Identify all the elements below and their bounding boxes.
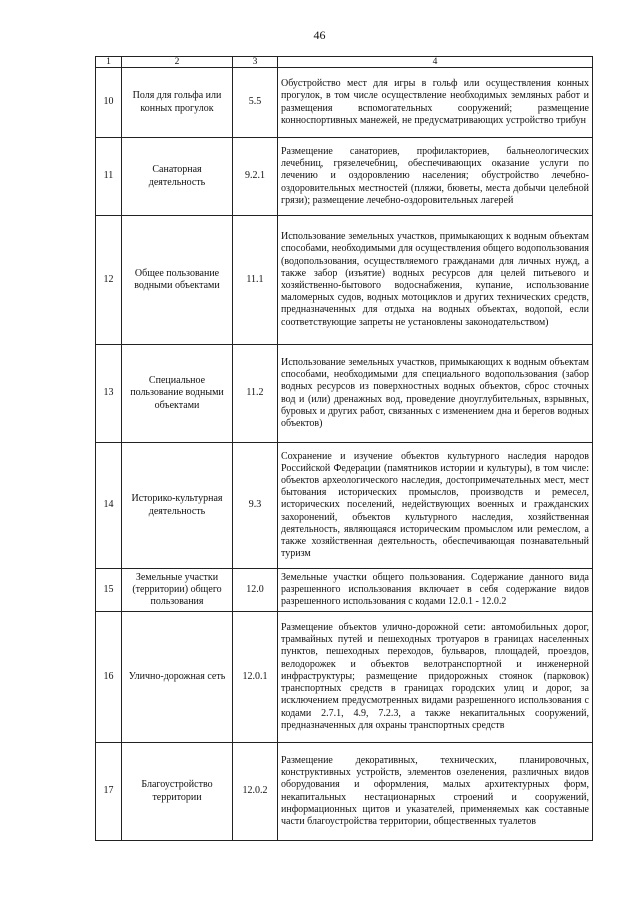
page-number: 46: [313, 28, 326, 42]
use-type-name: Общее пользование водными объектами: [122, 216, 233, 345]
use-type-description: Размещение санаториев, профилакториев, бальнеологических лечебниц, грязелечебниц, обеспечивающих оказание услуги по лечению и оздоровлению населения; обустройство лечебно-оздоровительных местностей (пляжи, бюветы, места добычи целебной грязи); размещение лечебно-оздоровительных лагерей: [278, 138, 593, 216]
use-type-code: 11.2: [233, 345, 278, 443]
row-number: 17: [96, 743, 122, 841]
use-type-code: 5.5: [233, 68, 278, 138]
use-type-description: Использование земельных участков, примыкающих к водным объектам способами, необходимыми для осуществления общего водопользования (водопользования, осуществляемого гражданами для личных нужд, а также забор (изъятие) водных ресурсов для целей питьевого и хозяйственно-бытового водоснабжения, купание, использование маломерных судов, водных мотоциклов и других технических средств, предназначенных для отдыха на водных объектах, водопой, если соответствующие запреты не установлены законодательством): [278, 216, 593, 345]
use-type-name: Санаторная деятельность: [122, 138, 233, 216]
use-type-code: 11.1: [233, 216, 278, 345]
use-type-code: 12.0.2: [233, 743, 278, 841]
use-type-description: Использование земельных участков, примыкающих к водным объектам способами, необходимыми для специального водопользования (забор водных ресурсов из поверхностных водных объектов, сброс сточных вод и (или) дренажных вод, проведение дноуглубительных, взрывных, буровых и других работ, связанных с изменением дна и берегов водных объектов): [278, 345, 593, 443]
use-type-name: Историко-культурная деятельность: [122, 443, 233, 569]
row-number: 12: [96, 216, 122, 345]
land-use-table: [95, 56, 593, 841]
header-row: [96, 57, 593, 68]
table-row: [96, 68, 593, 138]
row-number: 13: [96, 345, 122, 443]
table-header: [96, 57, 593, 68]
row-number: 10: [96, 68, 122, 138]
table-row: [96, 216, 593, 345]
row-number: 11: [96, 138, 122, 216]
table-row: [96, 612, 593, 743]
use-type-name: Благоустройство территории: [122, 743, 233, 841]
use-type-name: Земельные участки (территории) общего пользования: [122, 569, 233, 612]
use-type-code: 12.0.1: [233, 612, 278, 743]
use-type-code: 9.3: [233, 443, 278, 569]
header-col-2: 2: [122, 57, 233, 68]
use-type-code: 9.2.1: [233, 138, 278, 216]
table-row: [96, 569, 593, 612]
row-number: 14: [96, 443, 122, 569]
table-row: [96, 443, 593, 569]
use-type-description: Сохранение и изучение объектов культурного наследия народов Российской Федерации (памятников истории и культуры), в том числе: объектов археологического наследия, достопримечательных мест, мест бытования исторических промыслов, производств и ремесел, исторических поселений, недействующих военных и гражданских захоронений, объектов культурного наследия, хозяйственная деятельность, являющаяся историческим промыслом или ремеслом, а также хозяйственная деятельность, обеспечивающая познавательный туризм: [278, 443, 593, 569]
use-type-name: Специальное пользование водными объектами: [122, 345, 233, 443]
table-row: [96, 138, 593, 216]
header-col-1: 1: [96, 57, 122, 68]
table-row: [96, 743, 593, 841]
use-type-description: Земельные участки общего пользования. Содержание данного вида разрешенного использования включает в себя содержание видов разрешенного использования с кодами 12.0.1 - 12.0.2: [278, 569, 593, 612]
use-type-name: Улично-дорожная сеть: [122, 612, 233, 743]
use-type-code: 12.0: [233, 569, 278, 612]
use-type-description: Размещение объектов улично-дорожной сети: автомобильных дорог, трамвайных путей и пешеходных тротуаров в границах населенных пунктов, пешеходных переходов, бульваров, площадей, проездов, велодорожек и объектов велотранспортной и инженерной инфраструктуры; размещение придорожных стоянок (парковок) транспортных средств в границах городских улиц и дорог, за исключением предусмотренных видами разрешенного использования с кодами 2.7.1, 4.9, 7.2.3, а также некапитальных сооружений, предназначенных для охраны транспортных средств: [278, 612, 593, 743]
header-col-3: 3: [233, 57, 278, 68]
table-row: [96, 345, 593, 443]
row-number: 15: [96, 569, 122, 612]
use-type-description: Обустройство мест для игры в гольф или осуществления конных прогулок, в том числе осуществление необходимых земляных работ и размещения вспомогательных сооружений; размещение конноспортивных манежей, не предусматривающих устройство трибун: [278, 68, 593, 138]
use-type-description: Размещение декоративных, технических, планировочных, конструктивных устройств, элементов озеленения, различных видов оборудования и оформления, малых архитектурных форм, некапитальных нестационарных строений и сооружений, информационных щитов и указателей, применяемых как составные части благоустройства территории, общественных туалетов: [278, 743, 593, 841]
header-col-4: 4: [278, 57, 593, 68]
row-number: 16: [96, 612, 122, 743]
use-type-name: Поля для гольфа или конных прогулок: [122, 68, 233, 138]
